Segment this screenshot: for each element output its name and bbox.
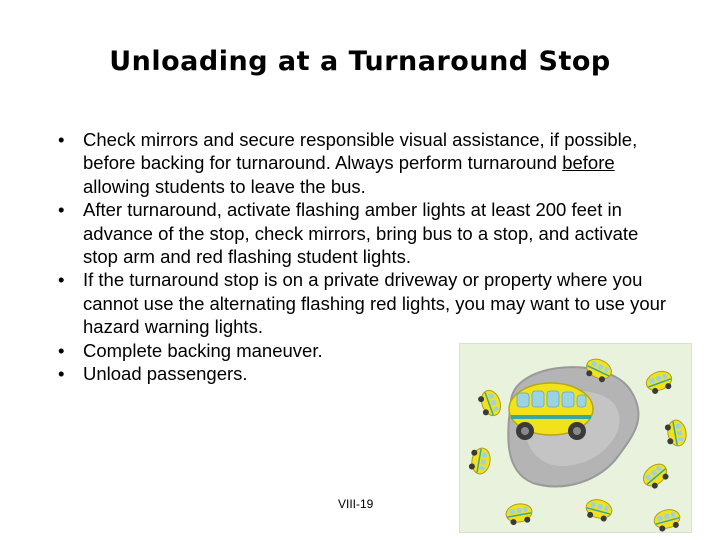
bullet-underlined-text: before xyxy=(562,152,615,174)
bullet-text: Unload passengers. xyxy=(83,363,248,385)
slide-footer: VIII-19 xyxy=(338,497,374,511)
bullet-symbol: • xyxy=(58,129,65,150)
main-bus-icon xyxy=(509,383,593,440)
bullet-item xyxy=(58,128,678,198)
slide-title: Unloading at a Turnaround Stop xyxy=(109,46,611,77)
bullet-text: If the turnaround stop is on a private driveway or property where you cannot use the alternating flashing red lights, you may want to use your hazard warning lights. xyxy=(83,269,667,338)
bullet-text: Check mirrors and secure responsible visual assistance, if possible, before backing for turnaround. Always perform turnaround xyxy=(83,129,638,174)
bullet-text-continued: allowing students to leave the bus. xyxy=(83,175,366,197)
bullet-symbol: • xyxy=(58,339,65,361)
bullet-text: After turnaround, activate flashing amber lights at least 200 feet in advance of the stop, check mirrors, bring bus to a stop, and activate stop arm and red flashing student lights. xyxy=(83,199,639,268)
bullet-symbol: • xyxy=(58,199,65,221)
bullet-item xyxy=(58,198,678,268)
bullet-text: Complete backing maneuver. xyxy=(83,339,323,361)
school-bus-clipart xyxy=(459,343,692,533)
bullet-symbol: • xyxy=(58,269,65,291)
bullet-item xyxy=(58,268,678,338)
bullet-symbol: • xyxy=(58,363,65,385)
